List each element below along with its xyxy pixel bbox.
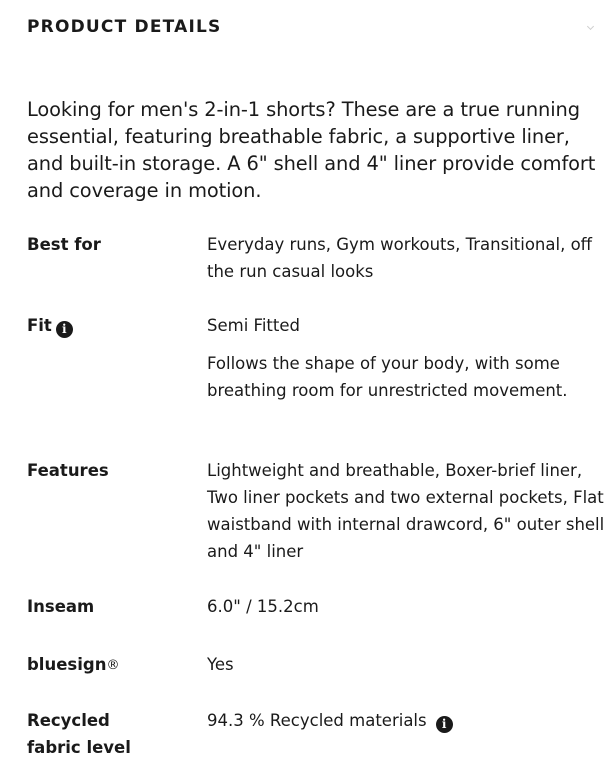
fit-label-text: Fit: [27, 316, 52, 335]
fit-type: Semi Fitted: [207, 316, 300, 335]
features-text: Lightweight and breathable, Boxer-brief liner, Two liner pockets and two external pockets, Flat waistband with internal drawcord, 6" outer shell and 4" liner: [207, 461, 605, 561]
registered-mark: ®: [106, 658, 120, 673]
bluesign-label-text: bluesign: [27, 655, 107, 674]
spec-label-bluesign: [27, 651, 197, 679]
spec-value-recycled: [207, 707, 607, 734]
info-icon[interactable]: i: [436, 716, 453, 733]
spec-label-features: Features: [27, 461, 109, 480]
fit-description: Follows the shape of your body, with some breathing room for unrestricted movement.: [207, 354, 568, 400]
spec-label-fit: [27, 312, 197, 339]
spec-value-features: [207, 457, 607, 565]
spec-value-bluesign: [207, 651, 607, 678]
spec-value-inseam: [207, 593, 607, 620]
spec-label-best-for: Best for: [27, 235, 101, 254]
chevron-icon[interactable]: [587, 23, 594, 30]
section-title: PRODUCT DETAILS: [27, 17, 222, 37]
product-description: Looking for men's 2-in-1 shorts? These are a true running essential, featuring breathable fabric, a supportive liner, and built-in storage. A 6" shell and 4" liner provide comfort and coverage in motion.: [27, 98, 596, 202]
info-icon[interactable]: i: [56, 321, 73, 338]
inseam-text: 6.0" / 15.2cm: [207, 597, 319, 616]
recycled-line: [207, 707, 607, 734]
spec-label-recycled: Recycled fabric level: [27, 711, 131, 757]
spec-value-fit: [207, 312, 607, 404]
recycled-text: 94.3 % Recycled materials: [207, 711, 427, 730]
spec-value-best-for: [207, 231, 607, 285]
bluesign-text: Yes: [207, 655, 234, 674]
spec-label-inseam: Inseam: [27, 597, 95, 616]
best-for-text: Everyday runs, Gym workouts, Transitional, off the run casual looks: [207, 235, 593, 281]
